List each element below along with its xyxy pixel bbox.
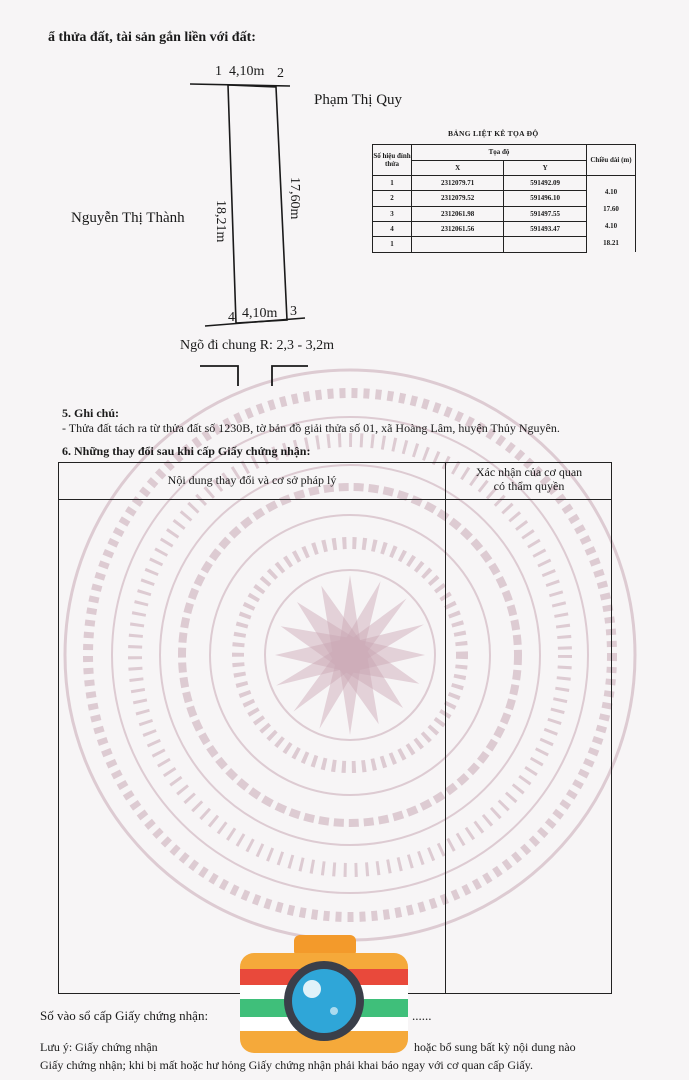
cell-x: 2312061.98 [412,206,504,221]
table-row [373,176,636,191]
length-value: 4.10 [604,222,618,230]
road-label: Ngõ đi chung R: 2,3 - 3,2m [180,338,334,353]
cell-point: 1 [373,237,412,252]
road-line-right [272,366,308,386]
cell-y [504,237,587,252]
bottom-edge-label: 4,10m [242,306,278,321]
changes-table [58,462,612,994]
coord-table [372,144,636,253]
cell-point: 3 [373,206,412,221]
corner-2-label: 2 [277,66,284,81]
coord-col-y: Y [504,160,587,176]
changes-col-confirm [447,465,611,493]
cell-y: 591492.09 [504,176,587,191]
left-edge-label: 18,21m [213,200,228,243]
cell-x: 2312079.52 [412,191,504,206]
changes-col-content: Nội dung thay đổi và cơ sở pháp lý [167,473,337,487]
cell-y: 591493.47 [504,221,587,236]
corner-1-label: 1 [215,64,222,79]
cell-x: 2312061.56 [412,221,504,236]
section5-heading: 5. Ghi chú: [62,406,120,420]
note-line2-right: hoặc bổ sung bất kỳ nội dung nào [414,1040,576,1054]
plot-outline [228,85,287,323]
top-edge-label: 4,10m [229,64,265,79]
section5-note: - Thửa đất tách ra từ thửa đất số 1230B, tờ bản đồ giải thửa số 01, xã Hoàng Lâm, huyện Thủy Nguyên. [62,421,560,435]
cell-x [412,237,504,252]
right-edge-label: 17,60m [287,177,302,220]
coord-col-coord: Tọa độ [412,145,587,161]
registry-number-dots: ...... [412,1008,432,1023]
registry-number-label: Số vào sổ cấp Giấy chứng nhận: [40,1008,209,1023]
coord-col-x: X [412,160,504,176]
cell-point: 4 [373,221,412,236]
coord-col-point: Số hiệu đỉnh thửa [373,145,412,176]
cell-point: 2 [373,191,412,206]
coord-col-length: Chiều dài (m) [587,145,636,176]
neighbor-left-label: Nguyễn Thị Thành [71,210,185,226]
length-value: 17.60 [603,205,619,213]
length-value: 18.21 [603,239,619,247]
section6-heading: 6. Những thay đổi sau khi cấp Giấy chứng nhận: [62,444,311,458]
corner-4-label: 4 [228,310,235,325]
road-line-left [200,366,238,386]
section-header: ẩ thửa đất, tài sản gắn liền với đất: [48,30,256,45]
neighbor-right-label: Phạm Thị Quy [314,92,403,108]
cell-point: 1 [373,176,412,191]
coord-table-title: BẢNG LIỆT KÊ TỌA ĐỘ [448,129,539,138]
cell-x: 2312079.71 [412,176,504,191]
length-value: 4.10 [604,188,618,196]
note-line3: Giấy chứng nhận; khi bị mất hoặc hư hỏng Giấy chứng nhận phải khai báo ngay với cơ quan cấp Giấy. [40,1058,533,1072]
confirm-line1: Xác nhận của cơ quan [475,465,583,479]
header-divider [59,499,611,500]
length-column [587,176,636,253]
confirm-line2: có thẩm quyền [493,479,565,493]
corner-3-label: 3 [290,304,297,319]
camera-icon [238,935,410,1065]
cell-y: 591496.10 [504,191,587,206]
note-line2-left: Lưu ý: Giấy chứng nhận [40,1040,158,1054]
column-divider [445,463,446,993]
cell-y: 591497.55 [504,206,587,221]
